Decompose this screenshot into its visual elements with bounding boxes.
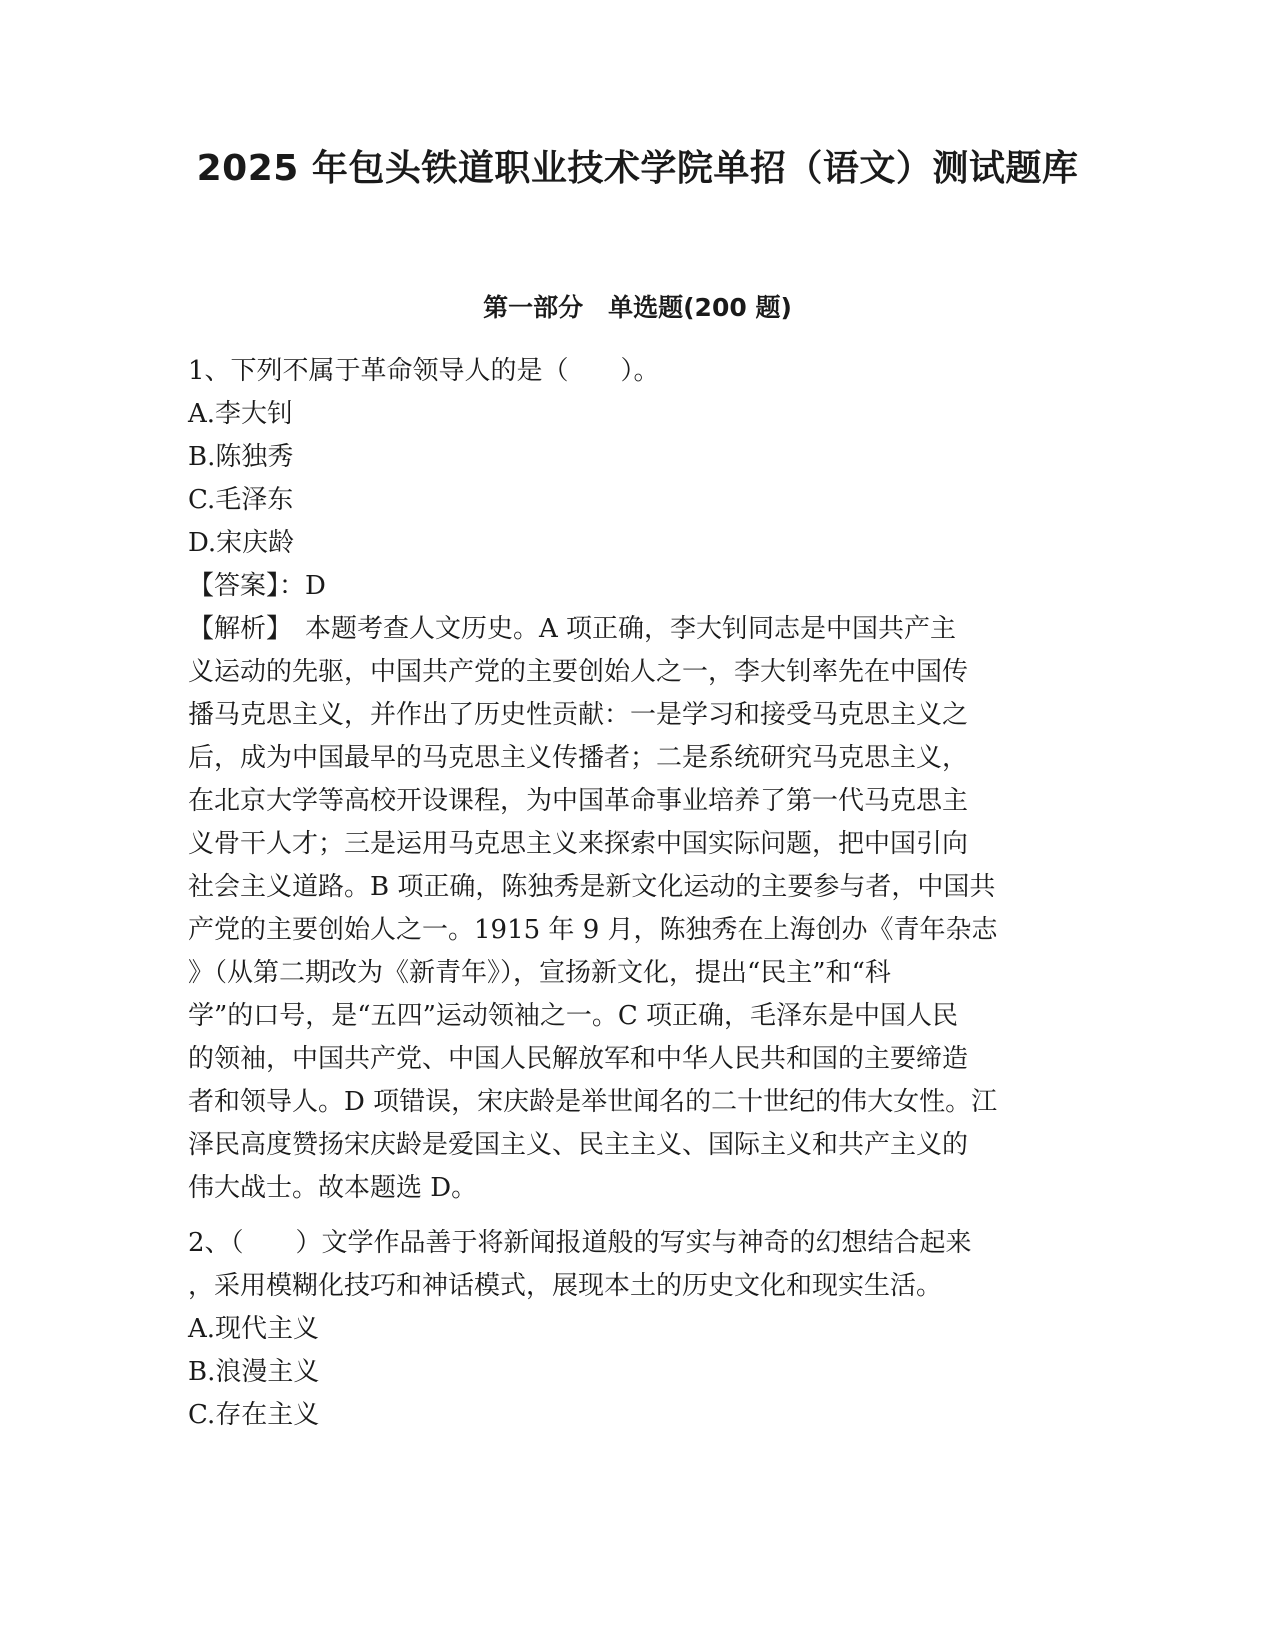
analysis-line: 》（从第二期改为《新青年》），宣扬新文化，提出“民主”和“科 bbox=[188, 958, 891, 988]
analysis-line: 义骨干人才；三是运用马克思主义来探索中国实际问题，把中国引向 bbox=[188, 829, 969, 859]
option-a: A.李大钊 bbox=[188, 399, 294, 429]
analysis bbox=[188, 608, 1088, 1210]
question-stem: 2、（ ）文学作品善于将新闻报道般的写实与神奇的幻想结合起来 bbox=[188, 1228, 972, 1258]
question-2 bbox=[188, 1222, 1088, 1437]
question-1 bbox=[188, 350, 1088, 1210]
question-list bbox=[188, 350, 1088, 1437]
analysis-line: 义运动的先驱，中国共产党的主要创始人之一，李大钊率先在中国传 bbox=[188, 657, 969, 687]
analysis-line: 学”的口号，是“五四”运动领袖之一。C 项正确，毛泽东是中国人民 bbox=[188, 1001, 959, 1031]
document-title: 2025 年包头铁道职业技术学院单招（语文）测试题库 bbox=[196, 148, 1079, 189]
analysis-line: 泽民高度赞扬宋庆龄是爱国主义、民主主义、国际主义和共产主义的 bbox=[188, 1130, 969, 1160]
option-c: C.毛泽东 bbox=[188, 485, 294, 515]
analysis-line: 社会主义道路。B 项正确，陈独秀是新文化运动的主要参与者，中国共 bbox=[188, 872, 996, 902]
analysis-line: 在北京大学等高校开设课程，为中国革命事业培养了第一代马克思主 bbox=[188, 786, 969, 816]
question-stem: ，采用模糊化技巧和神话模式，展现本土的历史文化和现实生活。 bbox=[188, 1271, 943, 1301]
answer: 【答案】：D bbox=[188, 571, 326, 601]
analysis-line: 后，成为中国最早的马克思主义传播者；二是系统研究马克思主义， bbox=[188, 743, 969, 773]
question-spacer bbox=[188, 1210, 1088, 1222]
section-title: 第一部分 单选题(200 题) bbox=[483, 293, 792, 322]
option-a: A.现代主义 bbox=[188, 1314, 320, 1344]
analysis-line: 【解析】 本题考查人文历史。A 项正确，李大钊同志是中国共产主 bbox=[188, 614, 957, 644]
analysis-line: 伟大战士。故本题选 D。 bbox=[188, 1173, 478, 1203]
option-d: D.宋庆龄 bbox=[188, 528, 295, 558]
analysis-line: 者和领导人。D 项错误，宋庆龄是举世闻名的二十世纪的伟大女性。江 bbox=[188, 1087, 998, 1117]
analysis-line: 的领袖，中国共产党、中国人民解放军和中华人民共和国的主要缔造 bbox=[188, 1044, 969, 1074]
option-b: B.陈独秀 bbox=[188, 442, 294, 472]
option-b: B.浪漫主义 bbox=[188, 1357, 320, 1387]
analysis-line: 产党的主要创始人之一。1915 年 9 月，陈独秀在上海创办《青年杂志 bbox=[188, 915, 998, 945]
analysis-line: 播马克思主义，并作出了历史性贡献：一是学习和接受马克思主义之 bbox=[188, 700, 969, 730]
option-c: C.存在主义 bbox=[188, 1400, 320, 1430]
question-stem: 1、下列不属于革命领导人的是（ ）。 bbox=[188, 356, 660, 386]
